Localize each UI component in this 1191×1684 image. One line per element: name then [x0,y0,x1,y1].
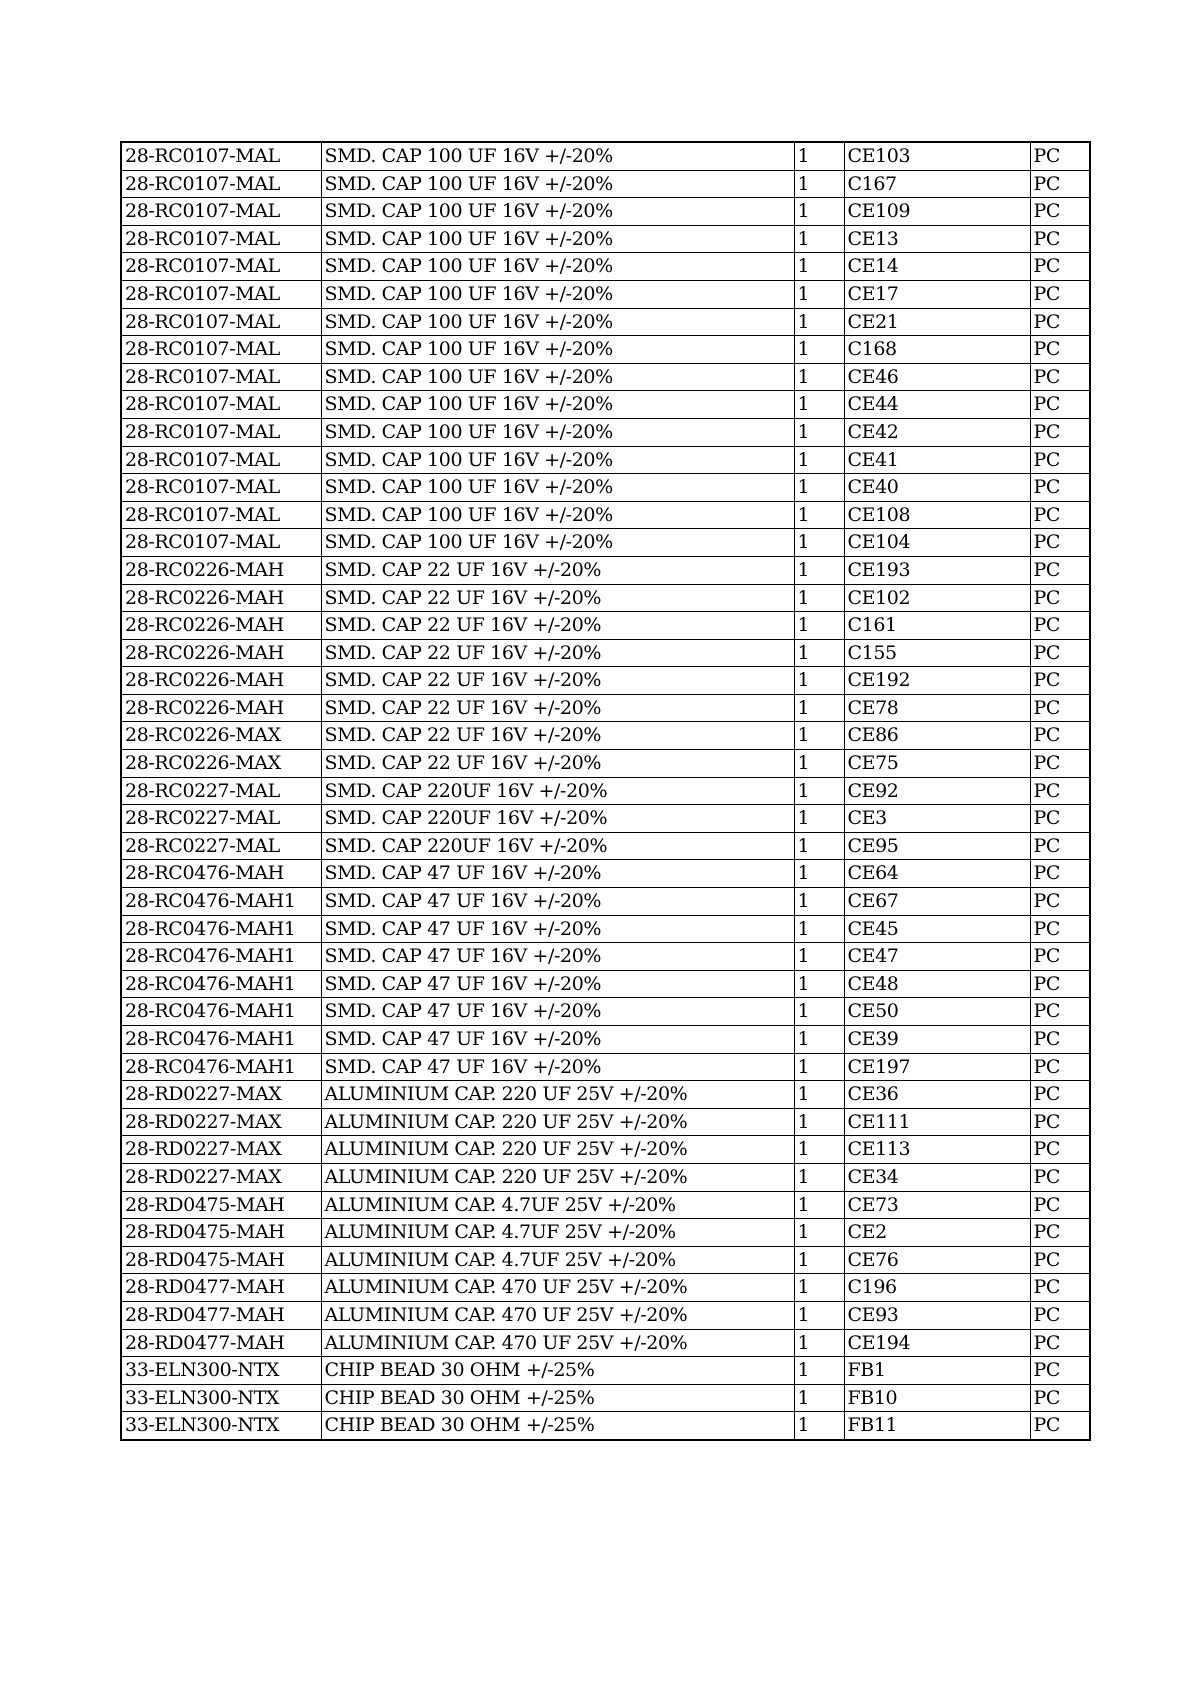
quantity-cell: 1 [794,363,844,391]
reference-designator-cell: CE34 [844,1163,1030,1191]
quantity-cell: 1 [794,1246,844,1274]
description-cell: ALUMINIUM CAP. 4.7UF 25V +/-20% [321,1246,794,1274]
unit-cell: PC [1030,1384,1090,1412]
reference-designator-cell: CE192 [844,667,1030,695]
description-cell: SMD. CAP 100 UF 16V +/-20% [321,474,794,502]
unit-cell: PC [1030,1108,1090,1136]
quantity-cell: 1 [794,1191,844,1219]
description-cell: SMD. CAP 22 UF 16V +/-20% [321,556,794,584]
unit-cell: PC [1030,1301,1090,1329]
part-number-cell: 28-RD0477-MAH [121,1301,321,1329]
part-number-cell: 28-RD0475-MAH [121,1246,321,1274]
part-number-cell: 28-RC0476-MAH1 [121,1053,321,1081]
description-cell: ALUMINIUM CAP. 220 UF 25V +/-20% [321,1136,794,1164]
part-number-cell: 28-RC0476-MAH1 [121,915,321,943]
unit-cell: PC [1030,722,1090,750]
description-cell: SMD. CAP 22 UF 16V +/-20% [321,667,794,695]
table-row [121,832,1090,860]
unit-cell: PC [1030,1274,1090,1302]
description-cell: ALUMINIUM CAP. 220 UF 25V +/-20% [321,1081,794,1109]
reference-designator-cell: C161 [844,612,1030,640]
table-row [121,1026,1090,1054]
table-row [121,805,1090,833]
reference-designator-cell: CE113 [844,1136,1030,1164]
quantity-cell: 1 [794,1219,844,1247]
quantity-cell: 1 [794,280,844,308]
table-row [121,418,1090,446]
quantity-cell: 1 [794,1412,844,1440]
reference-designator-cell: CE42 [844,418,1030,446]
quantity-cell: 1 [794,1136,844,1164]
part-number-cell: 28-RC0227-MAL [121,832,321,860]
unit-cell: PC [1030,1136,1090,1164]
description-cell: SMD. CAP 100 UF 16V +/-20% [321,529,794,557]
table-row [121,777,1090,805]
description-cell: SMD. CAP 100 UF 16V +/-20% [321,363,794,391]
reference-designator-cell: CE102 [844,584,1030,612]
table-row [121,556,1090,584]
table-row [121,391,1090,419]
quantity-cell: 1 [794,667,844,695]
part-number-cell: 28-RC0107-MAL [121,501,321,529]
reference-designator-cell: CE50 [844,998,1030,1026]
table-row [121,1274,1090,1302]
unit-cell: PC [1030,474,1090,502]
description-cell: SMD. CAP 100 UF 16V +/-20% [321,198,794,226]
part-number-cell: 28-RC0476-MAH1 [121,888,321,916]
description-cell: SMD. CAP 100 UF 16V +/-20% [321,391,794,419]
table-row [121,529,1090,557]
unit-cell: PC [1030,612,1090,640]
reference-designator-cell: CE14 [844,253,1030,281]
reference-designator-cell: CE75 [844,750,1030,778]
quantity-cell: 1 [794,584,844,612]
description-cell: SMD. CAP 100 UF 16V +/-20% [321,501,794,529]
description-cell: SMD. CAP 47 UF 16V +/-20% [321,943,794,971]
unit-cell: PC [1030,694,1090,722]
table-row [121,1219,1090,1247]
quantity-cell: 1 [794,308,844,336]
part-number-cell: 28-RC0107-MAL [121,142,321,170]
table-row [121,915,1090,943]
quantity-cell: 1 [794,1357,844,1385]
part-number-cell: 28-RD0477-MAH [121,1274,321,1302]
reference-designator-cell: CE39 [844,1026,1030,1054]
quantity-cell: 1 [794,391,844,419]
table-row [121,1329,1090,1357]
reference-designator-cell: CE95 [844,832,1030,860]
description-cell: ALUMINIUM CAP. 220 UF 25V +/-20% [321,1108,794,1136]
quantity-cell: 1 [794,777,844,805]
unit-cell: PC [1030,1246,1090,1274]
description-cell: ALUMINIUM CAP. 220 UF 25V +/-20% [321,1163,794,1191]
reference-designator-cell: CE78 [844,694,1030,722]
part-number-cell: 28-RC0107-MAL [121,391,321,419]
unit-cell: PC [1030,363,1090,391]
table-row [121,1384,1090,1412]
reference-designator-cell: CE93 [844,1301,1030,1329]
table-row [121,225,1090,253]
description-cell: SMD. CAP 100 UF 16V +/-20% [321,336,794,364]
unit-cell: PC [1030,253,1090,281]
unit-cell: PC [1030,391,1090,419]
description-cell: SMD. CAP 100 UF 16V +/-20% [321,142,794,170]
part-number-cell: 28-RD0475-MAH [121,1219,321,1247]
table-row [121,860,1090,888]
quantity-cell: 1 [794,1081,844,1109]
table-row [121,308,1090,336]
table-row [121,1108,1090,1136]
reference-designator-cell: C168 [844,336,1030,364]
reference-designator-cell: CE45 [844,915,1030,943]
unit-cell: PC [1030,336,1090,364]
reference-designator-cell: FB10 [844,1384,1030,1412]
reference-designator-cell: CE73 [844,1191,1030,1219]
quantity-cell: 1 [794,142,844,170]
unit-cell: PC [1030,777,1090,805]
unit-cell: PC [1030,1053,1090,1081]
quantity-cell: 1 [794,1026,844,1054]
table-row [121,1412,1090,1440]
part-number-cell: 28-RC0476-MAH1 [121,998,321,1026]
quantity-cell: 1 [794,474,844,502]
description-cell: SMD. CAP 47 UF 16V +/-20% [321,888,794,916]
part-number-cell: 28-RC0476-MAH [121,860,321,888]
part-number-cell: 28-RC0107-MAL [121,280,321,308]
reference-designator-cell: C196 [844,1274,1030,1302]
quantity-cell: 1 [794,1384,844,1412]
unit-cell: PC [1030,501,1090,529]
quantity-cell: 1 [794,336,844,364]
part-number-cell: 28-RD0475-MAH [121,1191,321,1219]
quantity-cell: 1 [794,915,844,943]
table-row [121,142,1090,170]
unit-cell: PC [1030,1357,1090,1385]
reference-designator-cell: CE64 [844,860,1030,888]
quantity-cell: 1 [794,888,844,916]
reference-designator-cell: CE111 [844,1108,1030,1136]
part-number-cell: 28-RD0227-MAX [121,1163,321,1191]
table-row [121,888,1090,916]
reference-designator-cell: CE3 [844,805,1030,833]
bom-table [120,141,1091,1441]
table-row [121,667,1090,695]
reference-designator-cell: CE21 [844,308,1030,336]
description-cell: SMD. CAP 100 UF 16V +/-20% [321,225,794,253]
bom-table-body [121,142,1090,1440]
reference-designator-cell: CE48 [844,970,1030,998]
part-number-cell: 28-RC0107-MAL [121,225,321,253]
description-cell: SMD. CAP 100 UF 16V +/-20% [321,418,794,446]
unit-cell: PC [1030,1191,1090,1219]
part-number-cell: 28-RC0107-MAL [121,363,321,391]
table-row [121,1301,1090,1329]
reference-designator-cell: CE76 [844,1246,1030,1274]
part-number-cell: 28-RC0107-MAL [121,170,321,198]
description-cell: ALUMINIUM CAP. 4.7UF 25V +/-20% [321,1191,794,1219]
reference-designator-cell: CE47 [844,943,1030,971]
description-cell: ALUMINIUM CAP. 470 UF 25V +/-20% [321,1329,794,1357]
unit-cell: PC [1030,750,1090,778]
table-row [121,1163,1090,1191]
quantity-cell: 1 [794,694,844,722]
part-number-cell: 28-RD0477-MAH [121,1329,321,1357]
unit-cell: PC [1030,308,1090,336]
table-row [121,501,1090,529]
reference-designator-cell: CE194 [844,1329,1030,1357]
reference-designator-cell: CE46 [844,363,1030,391]
description-cell: SMD. CAP 47 UF 16V +/-20% [321,1026,794,1054]
part-number-cell: 28-RC0226-MAX [121,750,321,778]
quantity-cell: 1 [794,1053,844,1081]
reference-designator-cell: CE41 [844,446,1030,474]
unit-cell: PC [1030,529,1090,557]
part-number-cell: 33-ELN300-NTX [121,1412,321,1440]
unit-cell: PC [1030,667,1090,695]
part-number-cell: 33-ELN300-NTX [121,1384,321,1412]
part-number-cell: 28-RD0227-MAX [121,1136,321,1164]
quantity-cell: 1 [794,501,844,529]
reference-designator-cell: FB11 [844,1412,1030,1440]
part-number-cell: 28-RC0226-MAH [121,612,321,640]
description-cell: SMD. CAP 100 UF 16V +/-20% [321,280,794,308]
unit-cell: PC [1030,805,1090,833]
part-number-cell: 28-RC0476-MAH1 [121,970,321,998]
description-cell: SMD. CAP 100 UF 16V +/-20% [321,253,794,281]
description-cell: ALUMINIUM CAP. 470 UF 25V +/-20% [321,1301,794,1329]
unit-cell: PC [1030,1329,1090,1357]
description-cell: SMD. CAP 220UF 16V +/-20% [321,805,794,833]
part-number-cell: 28-RC0476-MAH1 [121,1026,321,1054]
reference-designator-cell: C155 [844,639,1030,667]
reference-designator-cell: CE103 [844,142,1030,170]
reference-designator-cell: CE67 [844,888,1030,916]
quantity-cell: 1 [794,1108,844,1136]
table-row [121,612,1090,640]
quantity-cell: 1 [794,998,844,1026]
part-number-cell: 28-RD0227-MAX [121,1081,321,1109]
reference-designator-cell: CE40 [844,474,1030,502]
quantity-cell: 1 [794,556,844,584]
table-row [121,584,1090,612]
description-cell: SMD. CAP 47 UF 16V +/-20% [321,998,794,1026]
reference-designator-cell: CE108 [844,501,1030,529]
quantity-cell: 1 [794,170,844,198]
part-number-cell: 28-RC0227-MAL [121,805,321,833]
part-number-cell: 28-RC0107-MAL [121,336,321,364]
description-cell: SMD. CAP 100 UF 16V +/-20% [321,308,794,336]
table-row [121,639,1090,667]
reference-designator-cell: CE44 [844,391,1030,419]
description-cell: SMD. CAP 22 UF 16V +/-20% [321,750,794,778]
table-row [121,998,1090,1026]
part-number-cell: 28-RC0107-MAL [121,446,321,474]
quantity-cell: 1 [794,225,844,253]
description-cell: SMD. CAP 47 UF 16V +/-20% [321,970,794,998]
reference-designator-cell: CE17 [844,280,1030,308]
description-cell: SMD. CAP 22 UF 16V +/-20% [321,639,794,667]
unit-cell: PC [1030,1219,1090,1247]
table-row [121,1191,1090,1219]
reference-designator-cell: C167 [844,170,1030,198]
part-number-cell: 28-RC0226-MAX [121,722,321,750]
table-row [121,1357,1090,1385]
description-cell: SMD. CAP 47 UF 16V +/-20% [321,915,794,943]
part-number-cell: 33-ELN300-NTX [121,1357,321,1385]
unit-cell: PC [1030,888,1090,916]
table-row [121,1053,1090,1081]
reference-designator-cell: CE197 [844,1053,1030,1081]
part-number-cell: 28-RC0107-MAL [121,308,321,336]
table-row [121,722,1090,750]
reference-designator-cell: CE193 [844,556,1030,584]
quantity-cell: 1 [794,198,844,226]
quantity-cell: 1 [794,1301,844,1329]
unit-cell: PC [1030,943,1090,971]
quantity-cell: 1 [794,612,844,640]
unit-cell: PC [1030,1163,1090,1191]
description-cell: CHIP BEAD 30 OHM +/-25% [321,1412,794,1440]
table-row [121,198,1090,226]
description-cell: SMD. CAP 47 UF 16V +/-20% [321,860,794,888]
part-number-cell: 28-RC0226-MAH [121,667,321,695]
table-row [121,1136,1090,1164]
unit-cell: PC [1030,418,1090,446]
quantity-cell: 1 [794,1163,844,1191]
table-row [121,1081,1090,1109]
part-number-cell: 28-RC0107-MAL [121,418,321,446]
unit-cell: PC [1030,1026,1090,1054]
part-number-cell: 28-RC0226-MAH [121,556,321,584]
description-cell: SMD. CAP 47 UF 16V +/-20% [321,1053,794,1081]
unit-cell: PC [1030,446,1090,474]
unit-cell: PC [1030,998,1090,1026]
quantity-cell: 1 [794,722,844,750]
part-number-cell: 28-RC0107-MAL [121,253,321,281]
description-cell: ALUMINIUM CAP. 470 UF 25V +/-20% [321,1274,794,1302]
unit-cell: PC [1030,1081,1090,1109]
unit-cell: PC [1030,860,1090,888]
table-row [121,694,1090,722]
quantity-cell: 1 [794,832,844,860]
part-number-cell: 28-RC0107-MAL [121,198,321,226]
description-cell: ALUMINIUM CAP. 4.7UF 25V +/-20% [321,1219,794,1247]
table-row [121,750,1090,778]
table-row [121,970,1090,998]
unit-cell: PC [1030,198,1090,226]
description-cell: SMD. CAP 100 UF 16V +/-20% [321,170,794,198]
unit-cell: PC [1030,584,1090,612]
reference-designator-cell: CE104 [844,529,1030,557]
reference-designator-cell: CE13 [844,225,1030,253]
unit-cell: PC [1030,556,1090,584]
unit-cell: PC [1030,1412,1090,1440]
unit-cell: PC [1030,170,1090,198]
part-number-cell: 28-RC0226-MAH [121,639,321,667]
part-number-cell: 28-RC0227-MAL [121,777,321,805]
reference-designator-cell: CE2 [844,1219,1030,1247]
unit-cell: PC [1030,280,1090,308]
table-row [121,943,1090,971]
table-row [121,336,1090,364]
reference-designator-cell: FB1 [844,1357,1030,1385]
quantity-cell: 1 [794,446,844,474]
part-number-cell: 28-RC0476-MAH1 [121,943,321,971]
part-number-cell: 28-RD0227-MAX [121,1108,321,1136]
description-cell: SMD. CAP 22 UF 16V +/-20% [321,612,794,640]
reference-designator-cell: CE36 [844,1081,1030,1109]
quantity-cell: 1 [794,860,844,888]
table-row [121,170,1090,198]
description-cell: CHIP BEAD 30 OHM +/-25% [321,1357,794,1385]
unit-cell: PC [1030,142,1090,170]
description-cell: SMD. CAP 220UF 16V +/-20% [321,777,794,805]
table-row [121,446,1090,474]
unit-cell: PC [1030,915,1090,943]
reference-designator-cell: CE92 [844,777,1030,805]
table-row [121,280,1090,308]
part-number-cell: 28-RC0226-MAH [121,694,321,722]
unit-cell: PC [1030,832,1090,860]
reference-designator-cell: CE109 [844,198,1030,226]
unit-cell: PC [1030,970,1090,998]
table-row [121,1246,1090,1274]
quantity-cell: 1 [794,418,844,446]
quantity-cell: 1 [794,529,844,557]
part-number-cell: 28-RC0226-MAH [121,584,321,612]
quantity-cell: 1 [794,805,844,833]
table-row [121,474,1090,502]
description-cell: SMD. CAP 100 UF 16V +/-20% [321,446,794,474]
quantity-cell: 1 [794,750,844,778]
quantity-cell: 1 [794,1274,844,1302]
quantity-cell: 1 [794,639,844,667]
description-cell: SMD. CAP 22 UF 16V +/-20% [321,694,794,722]
quantity-cell: 1 [794,943,844,971]
quantity-cell: 1 [794,1329,844,1357]
description-cell: SMD. CAP 220UF 16V +/-20% [321,832,794,860]
part-number-cell: 28-RC0107-MAL [121,529,321,557]
description-cell: SMD. CAP 22 UF 16V +/-20% [321,722,794,750]
unit-cell: PC [1030,225,1090,253]
table-row [121,363,1090,391]
reference-designator-cell: CE86 [844,722,1030,750]
unit-cell: PC [1030,639,1090,667]
quantity-cell: 1 [794,253,844,281]
table-row [121,253,1090,281]
description-cell: CHIP BEAD 30 OHM +/-25% [321,1384,794,1412]
quantity-cell: 1 [794,970,844,998]
description-cell: SMD. CAP 22 UF 16V +/-20% [321,584,794,612]
part-number-cell: 28-RC0107-MAL [121,474,321,502]
